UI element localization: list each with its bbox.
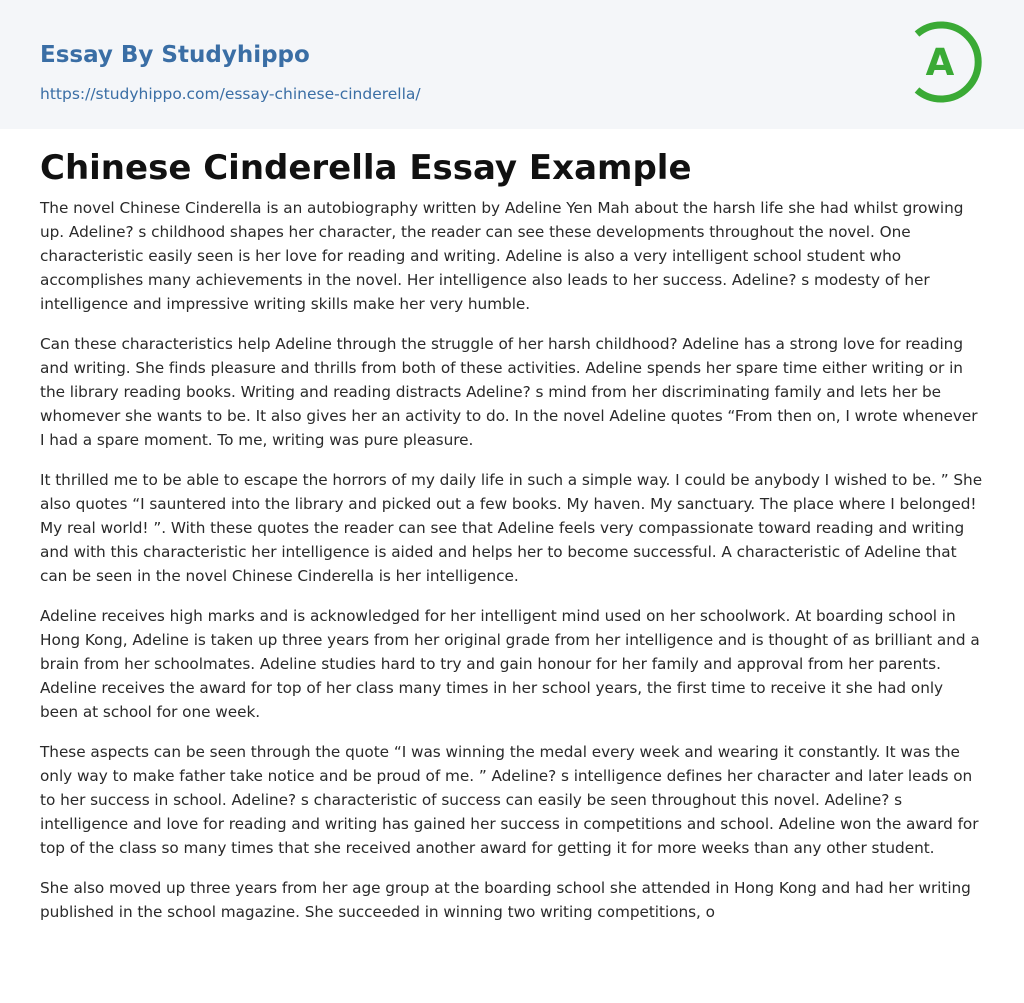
logo-letter: A — [925, 41, 955, 84]
essay-paragraph-4: Adeline receives high marks and is acknowledged for her intelligent mind used on her schoolwork. At boarding school in Hong Kong, Adeline is taken up three years from her original grade from her intelligence and is thought of as brilliant and a brain from her schoolmates. Adeline studies hard to try and gain honour for her family and approval from her parents. Adeline receives the award for top of her class many times in her school years, the first time to receive it she had only been at school for one week. — [40, 607, 980, 721]
source-url-link[interactable]: https://studyhippo.com/essay-chinese-cinderella/ — [40, 85, 421, 103]
article-content — [0, 129, 1024, 924]
logo-ring-icon — [905, 18, 989, 106]
essay-paragraph-3: It thrilled me to be able to escape the horrors of my daily life in such a simple way. I could be anybody I wished to be. ” She also quotes “I sauntered into the library and picked out a few books. My haven. My sanctuary. The place where I belonged! My real world! ”. With these quotes the reader can see that Adeline feels very compassionate toward reading and writing and with this characteristic her intelligence is aided and helps her to become successful. A characteristic of Adeline that can be seen in the novel Chinese Cinderella is her intelligence. — [40, 471, 983, 585]
essay-paragraph-5: These aspects can be seen through the quote “I was winning the medal every week and wearing it constantly. It was the only way to make father take notice and be proud of me. ” Adeline? s intelligence defines her character and later leads on to her success in school. Adeline? s characteristic of success can easily be seen throughout this novel. Adeline? s intelligence and love for reading and writing has gained her success in competitions and school. Adeline won the award for top of the class so many times that she received another award for getting it for more weeks than any other student. — [40, 743, 979, 857]
site-title[interactable]: Essay By Studyhippo — [40, 42, 310, 68]
essay-paragraph-1: The novel Chinese Cinderella is an autobiography written by Adeline Yen Mah about the harsh life she had whilst growing up. Adeline? s childhood shapes her character, the reader can see these developments throughout the novel. One characteristic easily seen is her love for reading and writing. Adeline is also a very intelligent school student who accomplishes many achievements in the novel. Her intelligence also leads to her success. Adeline? s modesty of her intelligence and impressive writing skills make her very humble. — [40, 199, 964, 313]
site-header — [0, 0, 1024, 129]
essay-paragraph-2: Can these characteristics help Adeline through the struggle of her harsh childhood? Adeline has a strong love for reading and writing. She finds pleasure and thrills from both of these activities. Adeline spends her spare time either writing or in the library reading books. Writing and reading distracts Adeline? s mind from her discriminating family and lets her be whomever she wants to be. It also gives her an activity to do. In the novel Adeline quotes “From then on, I wrote whenever I had a spare moment. To me, writing was pure pleasure. — [40, 335, 978, 449]
studyhippo-logo-icon[interactable] — [905, 18, 989, 106]
page-title: Chinese Cinderella Essay Example — [40, 148, 692, 188]
essay-paragraph-6: She also moved up three years from her age group at the boarding school she attended in Hong Kong and had her writing published in the school magazine. She succeeded in winning two writing competitions, o — [40, 879, 971, 921]
